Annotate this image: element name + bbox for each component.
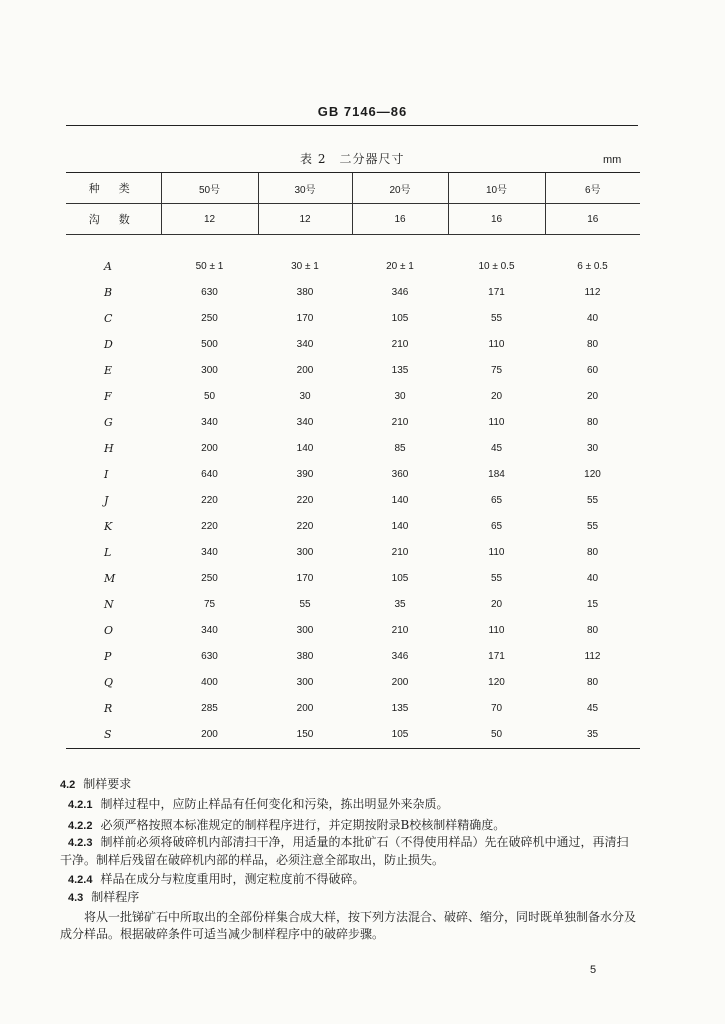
table-cell: 112 bbox=[584, 286, 601, 298]
table-cell: 346 bbox=[391, 651, 409, 663]
row-label: 种 类 bbox=[66, 173, 161, 204]
table-cell: 16 bbox=[352, 204, 448, 235]
table-cell: 60 bbox=[586, 364, 599, 376]
table-cell: 10号 bbox=[448, 173, 545, 204]
document-header: GB 7146—86 bbox=[317, 104, 408, 119]
table-cell: 30 bbox=[299, 390, 311, 402]
table-row bbox=[66, 253, 640, 279]
table-cell: 210 bbox=[391, 416, 409, 428]
row-label: D bbox=[104, 337, 113, 351]
table-cell: 150 bbox=[258, 722, 352, 749]
table-cell: 15 bbox=[586, 599, 599, 611]
table-cell: 200 bbox=[391, 677, 409, 689]
row-label: I bbox=[104, 467, 109, 481]
table-cell: 50号 bbox=[161, 173, 258, 204]
table-cell: 70 bbox=[490, 703, 503, 715]
table-cell: 200 bbox=[296, 703, 314, 715]
row-label: O bbox=[104, 624, 114, 638]
table-cell: 120 bbox=[488, 677, 505, 689]
table-row bbox=[66, 461, 640, 487]
table-cell: 200 bbox=[161, 722, 258, 749]
table-cell: 220 bbox=[296, 494, 314, 506]
table-cell: 346 bbox=[391, 286, 409, 298]
section-4-2-1: 4.2.1 制样过程中，应防止样品有任何变化和污染，拣出明显外来杂质。 bbox=[68, 797, 449, 811]
section-4-2-title: 4.2 制样要求 bbox=[60, 777, 132, 791]
table-cell: 35 bbox=[545, 722, 640, 749]
table-cell: 340 bbox=[201, 416, 218, 428]
table-cell: 80 bbox=[586, 677, 599, 689]
table-row bbox=[66, 331, 640, 357]
section-4-3-title: 4.3 制样程序 bbox=[68, 890, 140, 904]
table-cell: 250 bbox=[201, 573, 218, 585]
table-row bbox=[66, 409, 640, 435]
table-row bbox=[66, 592, 640, 618]
table-cell: 55 bbox=[586, 494, 599, 506]
row-label: G bbox=[104, 415, 113, 429]
table-row bbox=[66, 670, 640, 696]
table-cell: 80 bbox=[586, 547, 599, 559]
table-cell: 210 bbox=[391, 625, 409, 637]
row-label: F bbox=[104, 389, 112, 403]
table-cell: 210 bbox=[391, 338, 409, 350]
section-4-2-4: 4.2.4 样品在成分与粒度重用时，测定粒度前不得破碎。 bbox=[68, 872, 365, 886]
table-cell: 20 bbox=[586, 390, 599, 402]
table-cell: 50 bbox=[203, 390, 216, 402]
table-cell: 12 bbox=[258, 204, 352, 235]
table-cell: 30号 bbox=[258, 173, 352, 204]
table-cell: 6 ± 0.5 bbox=[577, 260, 608, 272]
header-row-grooves bbox=[66, 204, 640, 235]
row-label: K bbox=[104, 519, 113, 533]
row-label: J bbox=[104, 493, 109, 507]
table-cell: 120 bbox=[584, 468, 601, 480]
table-cell: 110 bbox=[488, 547, 505, 559]
table-row bbox=[66, 618, 640, 644]
table-cell: 220 bbox=[201, 494, 218, 506]
page-number: 5 bbox=[590, 964, 597, 976]
table-row bbox=[66, 279, 640, 305]
table-cell: 250 bbox=[201, 312, 218, 324]
row-label: C bbox=[104, 311, 113, 325]
table-row bbox=[66, 644, 640, 670]
table-cell: 340 bbox=[201, 547, 218, 559]
table-cell: 380 bbox=[296, 651, 314, 663]
table-cell: 6号 bbox=[545, 173, 640, 204]
table-cell: 171 bbox=[488, 286, 505, 298]
table-row bbox=[66, 722, 640, 749]
table-cell: 16 bbox=[545, 204, 640, 235]
table-cell: 110 bbox=[488, 625, 505, 637]
table-cell: 210 bbox=[391, 547, 409, 559]
table-cell: 10 ± 0.5 bbox=[478, 260, 515, 272]
table-cell: 80 bbox=[586, 625, 599, 637]
table-cell: 30 ± 1 bbox=[291, 260, 319, 272]
table-row bbox=[66, 566, 640, 592]
table-cell: 640 bbox=[201, 468, 218, 480]
table-cell: 55 bbox=[490, 573, 503, 585]
table-cell: 40 bbox=[586, 312, 599, 324]
table-row bbox=[66, 540, 640, 566]
table-row bbox=[66, 305, 640, 331]
table-cell: 112 bbox=[584, 651, 601, 663]
row-label: 沟 数 bbox=[66, 204, 161, 235]
table-cell: 35 bbox=[394, 599, 406, 611]
table-cell: 400 bbox=[201, 677, 218, 689]
table-cell: 50 ± 1 bbox=[195, 260, 224, 272]
table-cell: 110 bbox=[488, 416, 505, 428]
table-cell: 40 bbox=[586, 573, 599, 585]
table-cell: 105 bbox=[391, 573, 409, 585]
table-row bbox=[66, 357, 640, 383]
table-cell: 30 bbox=[394, 390, 406, 402]
section-4-3-paragraph: 将从一批锑矿石中所取出的全部份样集合成大样，按下列方法混合、破碎、缩分，同时既单独制备水分及成分样品。根据破碎条件可适当减少制样程序中的破碎步骤。 bbox=[60, 910, 637, 941]
row-label: E bbox=[104, 363, 113, 377]
row-label: L bbox=[104, 546, 112, 560]
table-row bbox=[66, 383, 640, 409]
table-cell: 340 bbox=[296, 338, 314, 350]
table-cell: 55 bbox=[490, 312, 503, 324]
table-unit: mm bbox=[603, 154, 622, 166]
table-cell: 20号 bbox=[352, 173, 448, 204]
table-cell: 80 bbox=[586, 416, 599, 428]
header-row-type bbox=[66, 173, 640, 204]
row-label: N bbox=[104, 598, 114, 612]
table-cell: 105 bbox=[391, 312, 409, 324]
table-cell: 55 bbox=[299, 599, 311, 611]
table-cell: 50 bbox=[448, 722, 545, 749]
table-cell: 170 bbox=[296, 573, 314, 585]
table-cell: 135 bbox=[391, 364, 409, 376]
row-label: Q bbox=[104, 676, 114, 690]
section-4-2-3: 4.2.3 制样前必须将破碎机内部清扫干净，用适量的本批矿石（不得使用样品）先在破碎机中通过，再清扫干净。制样后残留在破碎机内部的样品，必须注意全部取出，防止损失。 bbox=[60, 835, 629, 867]
table-cell: 80 bbox=[586, 338, 599, 350]
table-cell: 110 bbox=[488, 338, 505, 350]
table-cell: 200 bbox=[201, 442, 218, 454]
table-cell: 200 bbox=[296, 364, 314, 376]
row-label: P bbox=[104, 650, 112, 664]
table-cell: 170 bbox=[296, 312, 314, 324]
table-cell: 340 bbox=[201, 625, 218, 637]
table-row bbox=[66, 487, 640, 513]
header-rule bbox=[66, 125, 638, 126]
table-cell: 140 bbox=[391, 520, 409, 532]
table-cell: 140 bbox=[391, 494, 409, 506]
table-cell: 75 bbox=[203, 599, 216, 611]
table-cell: 380 bbox=[296, 286, 314, 298]
table-cell: 630 bbox=[201, 286, 218, 298]
table-cell: 390 bbox=[296, 468, 314, 480]
table-cell: 300 bbox=[296, 677, 314, 689]
table-cell: 65 bbox=[490, 520, 503, 532]
table-cell: 16 bbox=[448, 204, 545, 235]
row-label: A bbox=[104, 259, 112, 273]
table-cell: 285 bbox=[201, 703, 218, 715]
table-caption: 表 2 二分器尺寸 bbox=[300, 152, 405, 166]
table-cell: 55 bbox=[586, 520, 599, 532]
dimension-table bbox=[66, 172, 640, 749]
row-label: H bbox=[104, 441, 114, 455]
table-cell: 340 bbox=[296, 416, 314, 428]
table-cell: 630 bbox=[201, 651, 218, 663]
row-label: S bbox=[66, 722, 161, 749]
table-cell: 360 bbox=[391, 468, 409, 480]
table-cell: 135 bbox=[391, 703, 409, 715]
table-cell: 12 bbox=[161, 204, 258, 235]
table-cell: 105 bbox=[352, 722, 448, 749]
table-cell: 184 bbox=[488, 468, 505, 480]
table-cell: 30 bbox=[586, 442, 599, 454]
row-label: M bbox=[104, 572, 116, 586]
table-row bbox=[66, 696, 640, 722]
table-cell: 171 bbox=[488, 651, 505, 663]
table-cell: 85 bbox=[394, 442, 406, 454]
row-label: B bbox=[104, 285, 113, 299]
table-spacer bbox=[66, 235, 640, 254]
table-row bbox=[66, 435, 640, 461]
table-cell: 220 bbox=[296, 520, 314, 532]
table-cell: 45 bbox=[586, 703, 599, 715]
table-cell: 300 bbox=[296, 625, 314, 637]
table-cell: 75 bbox=[490, 364, 503, 376]
table-cell: 140 bbox=[296, 442, 314, 454]
table-cell: 300 bbox=[296, 547, 314, 559]
table-cell: 500 bbox=[201, 338, 218, 350]
table-cell: 45 bbox=[490, 442, 503, 454]
row-label: R bbox=[104, 702, 113, 716]
table-cell: 300 bbox=[201, 364, 218, 376]
table-cell: 65 bbox=[490, 494, 503, 506]
section-4-2-2: 4.2.2 必须严格按照本标准规定的制样程序进行，并定期按附录B校核制样精确度。 bbox=[68, 818, 506, 832]
table-cell: 20 ± 1 bbox=[386, 260, 414, 272]
table-cell: 220 bbox=[201, 520, 218, 532]
table-cell: 20 bbox=[490, 390, 503, 402]
table-cell: 20 bbox=[490, 599, 503, 611]
table-row bbox=[66, 513, 640, 539]
